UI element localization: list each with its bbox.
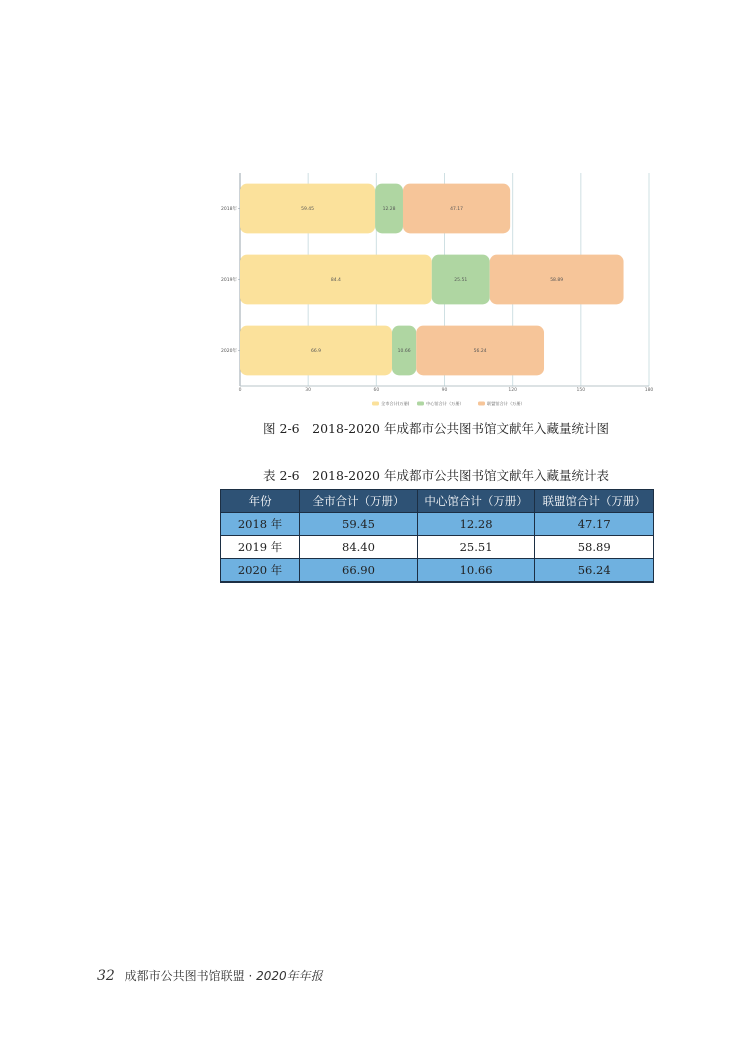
data-label: 12.28 xyxy=(382,207,396,212)
legend-label: 联盟馆合计（万册） xyxy=(487,401,525,406)
x-tick-label: 30 xyxy=(305,388,312,393)
table-header-row xyxy=(221,490,654,513)
x-tick-label: 150 xyxy=(576,388,586,393)
cell-alliance-total: 58.89 xyxy=(535,536,654,559)
legend-swatch xyxy=(478,402,485,406)
cell-year: 2018 年 xyxy=(221,513,300,536)
x-tick-label: 0 xyxy=(238,388,242,393)
x-tick-label: 60 xyxy=(373,388,380,393)
cell-year: 2020 年 xyxy=(221,559,300,583)
cell-central-total: 25.51 xyxy=(417,536,535,559)
y-category-label: 2018年 xyxy=(221,207,237,212)
legend-label: 中心馆合计（万册） xyxy=(426,401,464,406)
header-alliance-total: 联盟馆合计（万册） xyxy=(535,490,654,513)
y-category-label: 2020年 xyxy=(221,349,237,354)
cell-central-total: 10.66 xyxy=(417,559,535,583)
legend-label: 全市合计(万册) xyxy=(381,401,410,406)
legend-swatch xyxy=(417,402,424,406)
page-footer xyxy=(97,967,323,984)
stacked-bar-chart xyxy=(200,168,660,413)
table-caption: 表 2-6 2018-2020 年成都市公共图书馆文献年入藏量统计表 xyxy=(263,468,609,483)
cell-city-total: 59.45 xyxy=(300,513,418,536)
cell-city-total: 84.40 xyxy=(300,536,418,559)
cell-city-total: 66.90 xyxy=(300,559,418,583)
y-category-label: 2019年 xyxy=(221,278,237,283)
cell-central-total: 12.28 xyxy=(417,513,535,536)
cell-alliance-total: 56.24 xyxy=(535,559,654,583)
data-label: 59.45 xyxy=(301,207,314,212)
cell-alliance-total: 47.17 xyxy=(535,513,654,536)
legend-swatch xyxy=(372,402,379,406)
data-label: 84.4 xyxy=(330,278,341,283)
data-label: 58.89 xyxy=(550,278,564,283)
publication-title: 成都市公共图书馆联盟 · xyxy=(124,969,253,983)
data-label: 66.9 xyxy=(310,349,322,354)
header-central-total: 中心馆合计（万册） xyxy=(417,490,535,513)
header-city-total: 全市合计（万册） xyxy=(300,490,418,513)
x-tick-label: 120 xyxy=(508,388,517,393)
data-label: 10.66 xyxy=(397,349,411,354)
figure-caption: 图 2-6 2018-2020 年成都市公共图书馆文献年入藏量统计图 xyxy=(263,421,609,436)
table-row xyxy=(221,513,654,536)
cell-year: 2019 年 xyxy=(221,536,300,559)
table-row xyxy=(221,536,654,559)
x-tick-label: 90 xyxy=(441,388,448,393)
table-row xyxy=(221,559,654,583)
x-tick-label: 180 xyxy=(644,388,654,393)
statistics-table xyxy=(220,489,654,583)
header-year: 年份 xyxy=(221,490,300,513)
data-label: 25.51 xyxy=(454,278,468,283)
page-number: 32 xyxy=(97,968,115,984)
data-label: 56.24 xyxy=(473,349,487,354)
report-year-label: 2020年年报 xyxy=(256,969,323,983)
data-label: 47.17 xyxy=(450,207,464,212)
